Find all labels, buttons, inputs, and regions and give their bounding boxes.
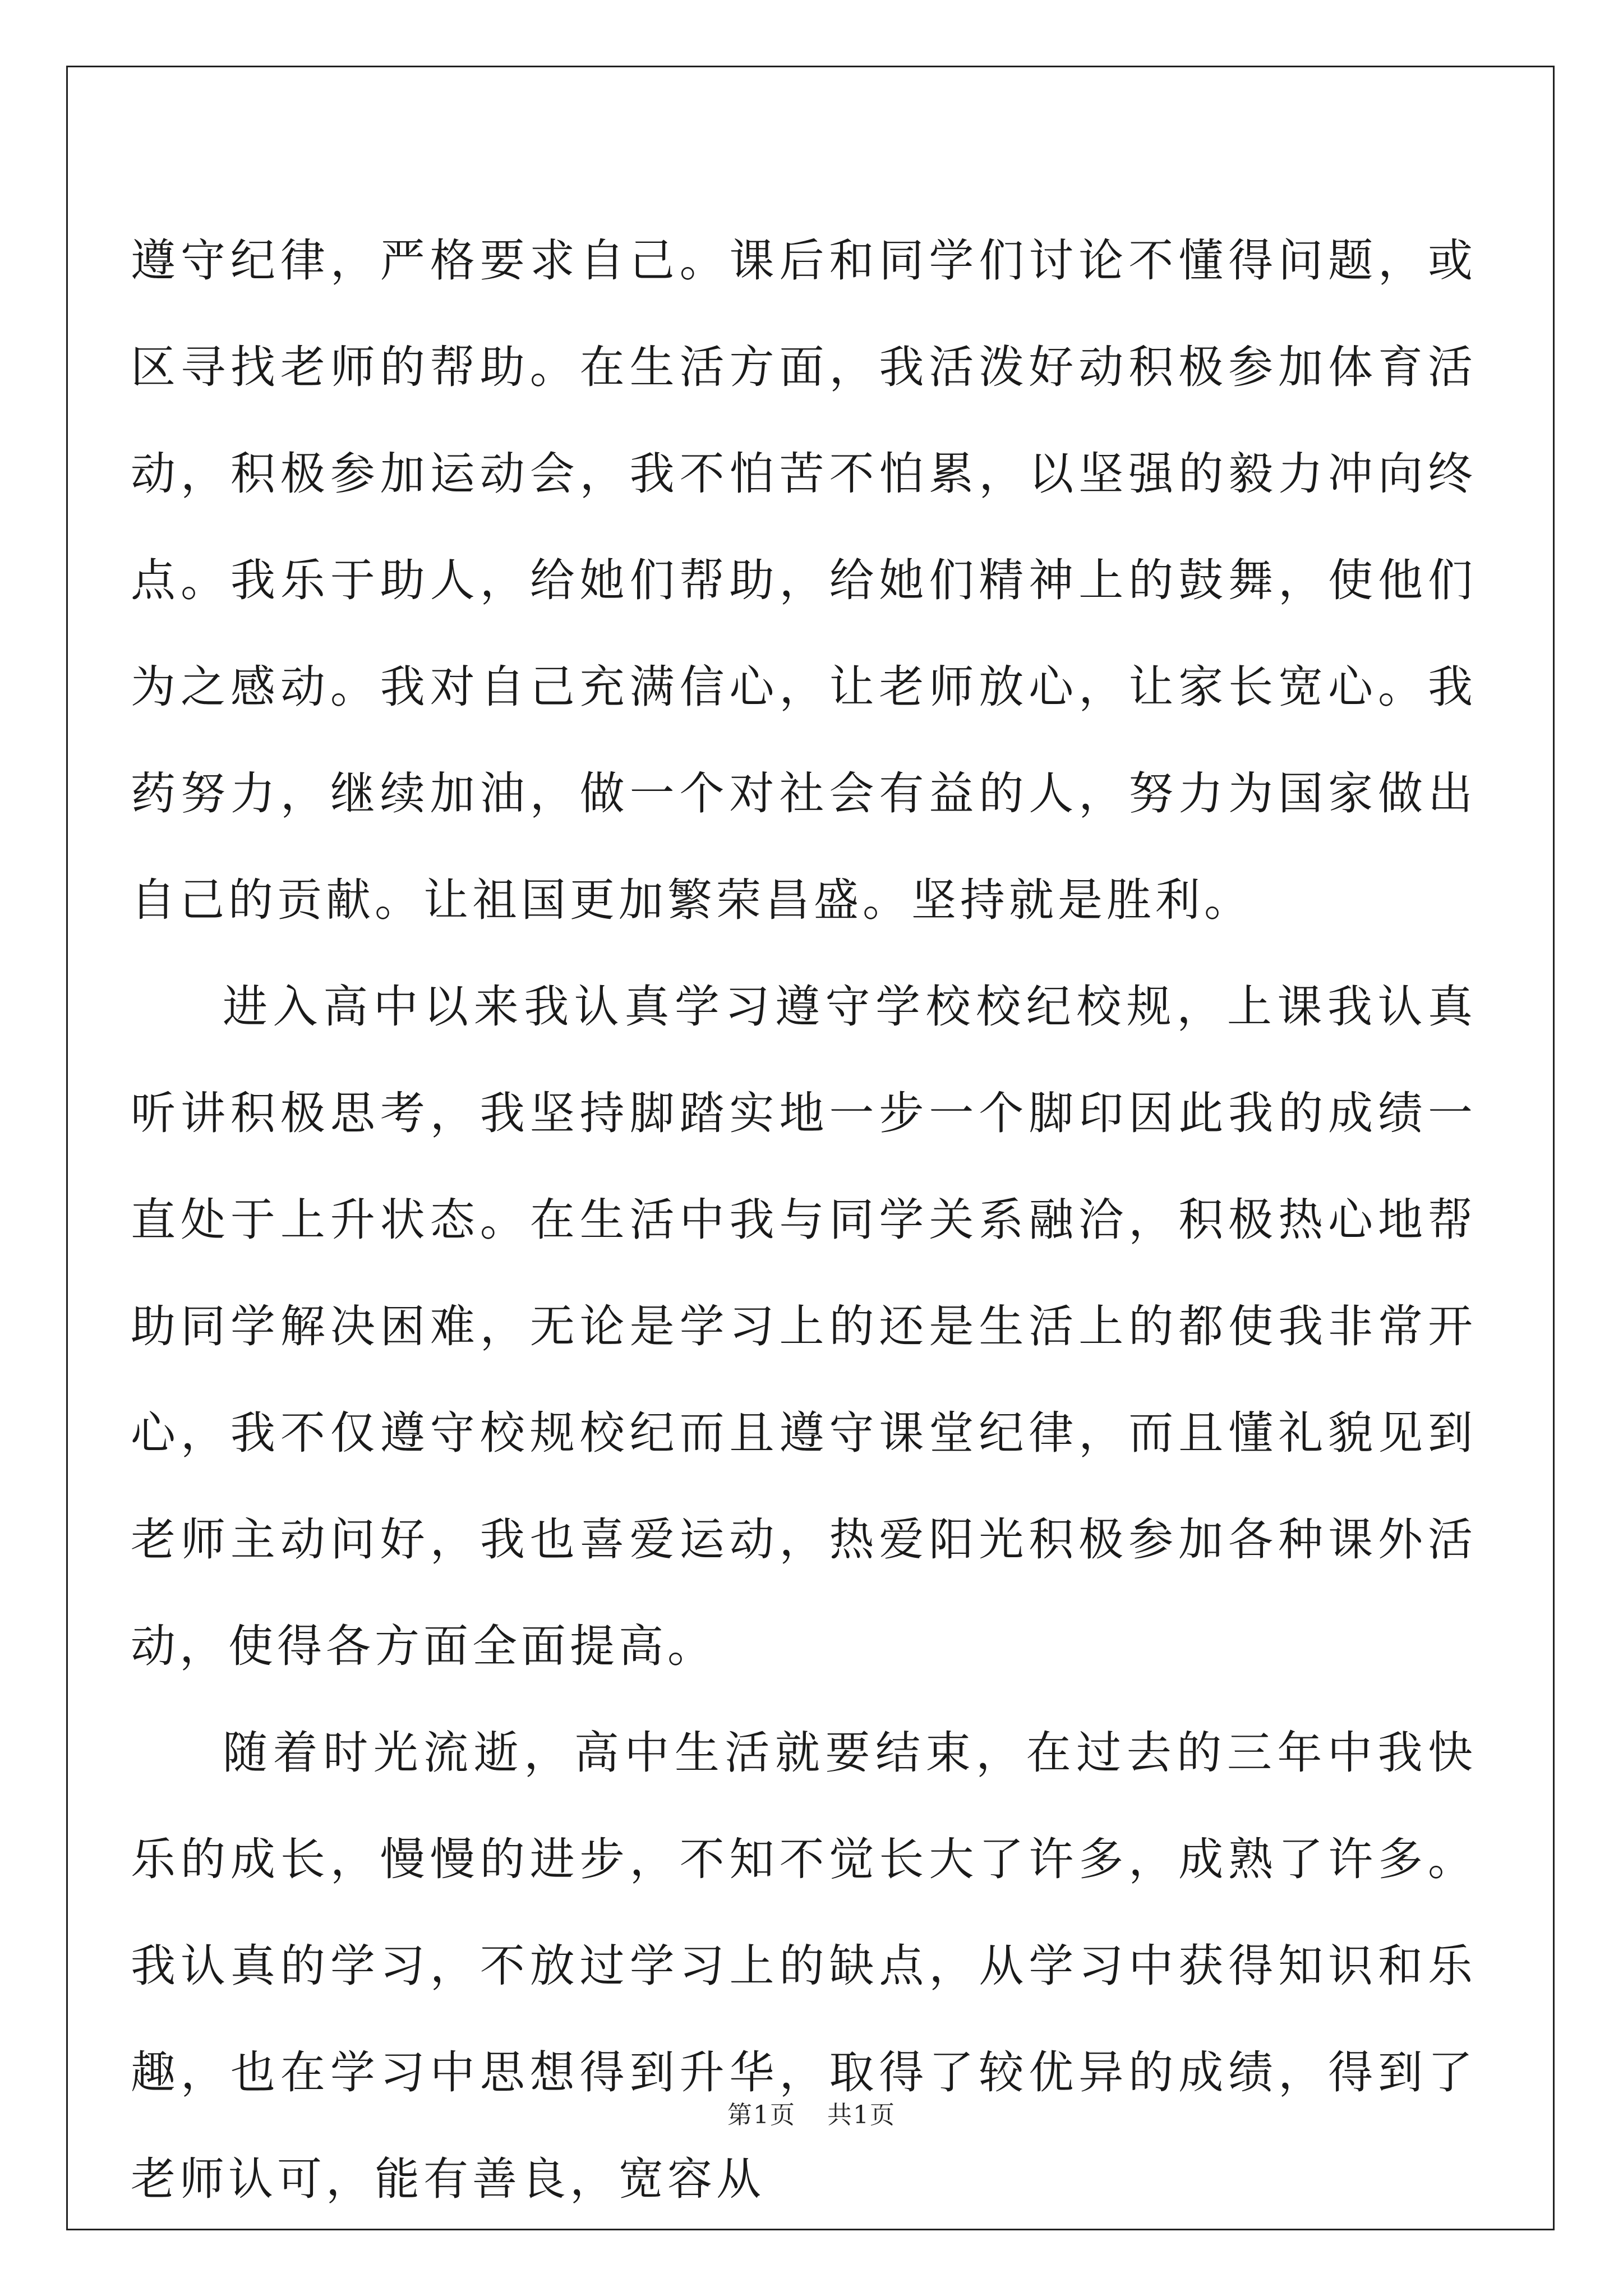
page-footer [0,2095,1623,2131]
document-body [131,208,1477,2233]
page-total: 共1页 [827,2101,896,2129]
paragraph-1: 遵守纪律，严格要求自己。课后和同学们讨论不懂得问题，或区寻找老师的帮助。在生活方面，我活泼好动积极参加体育活动，积极参加运动会，我不怕苦不怕累，以坚强的毅力冲向终点。我乐于助人，给她们帮助，给她们精神上的鼓舞，使他们为之感动。我对自己充满信心，让老师放心，让家长宽心。我药努力，继续加油，做一个对社会有益的人，努力为国家做出自己的贡献。让祖国更加繁荣昌盛。坚持就是胜利。 [131,234,1477,926]
paragraph-2: 进入高中以来我认真学习遵守学校校纪校规，上课我认真听讲积极思考，我坚持脚踏实地一步一个脚印因此我的成绩一直处于上升状态。在生活中我与同学关系融洽，积极热心地帮助同学解决困难，无论是学习上的还是生活上的都使我非常开心，我不仅遵守校规校纪而且遵守课堂纪律，而且懂礼貌见到老师主动问好，我也喜爱运动，热爱阳光积极参加各种课外活动，使得各方面全面提高。 [131,981,1477,1672]
page-number: 第1页 [727,2101,796,2129]
paragraph-3: 随着时光流逝，高中生活就要结束，在过去的三年中我快乐的成长，慢慢的进步，不知不觉长大了许多，成熟了许多。我认真的学习，不放过学习上的缺点，从学习中获得知识和乐趣，也在学习中思想得到升华，取得了较优异的成绩，得到了老师认可，能有善良，宽容从 [131,1727,1477,2205]
